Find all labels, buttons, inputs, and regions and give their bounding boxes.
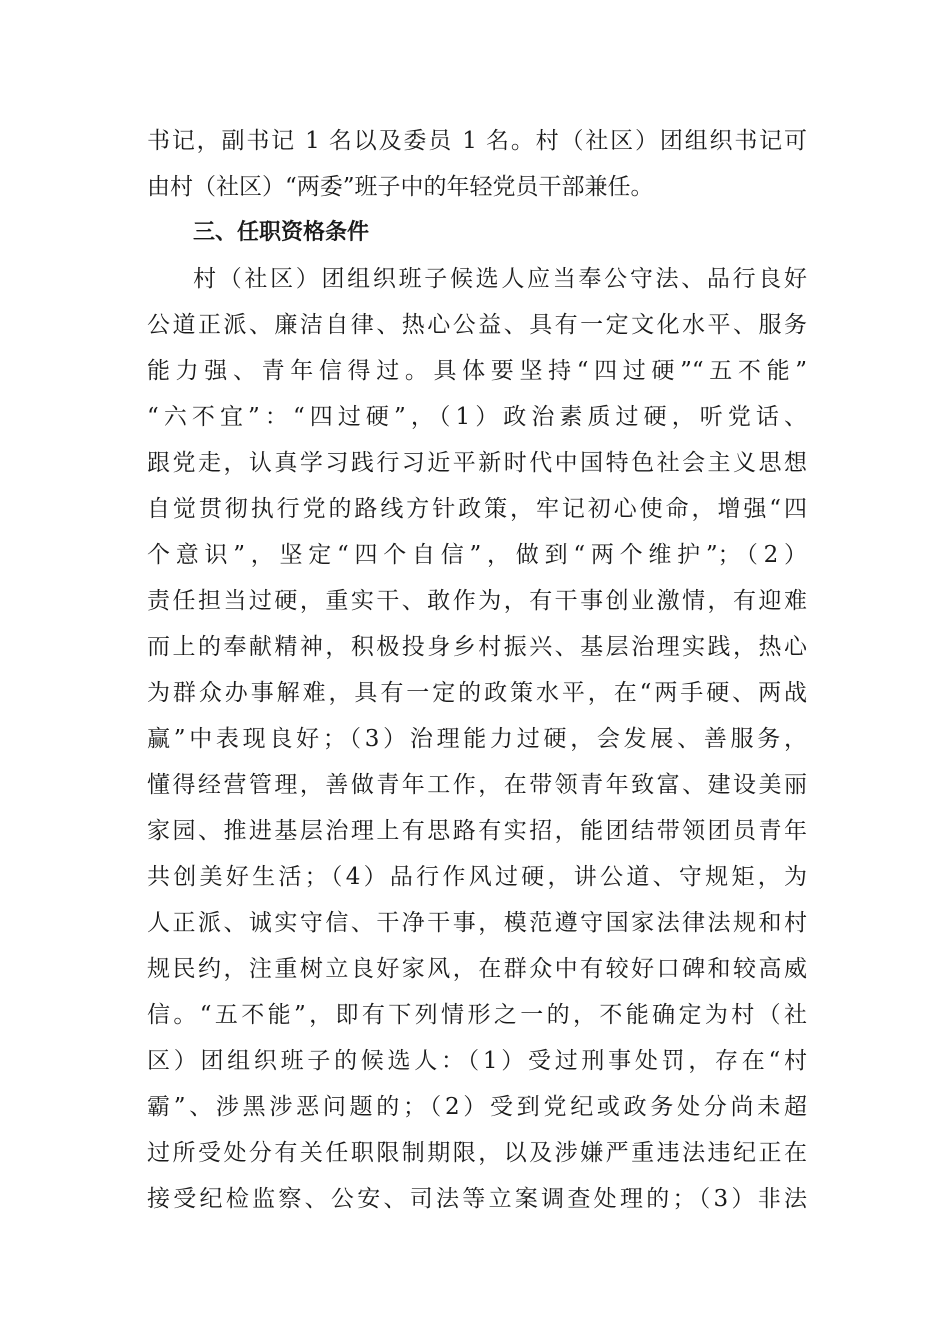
paragraph-line-10: 责任担当过硬，重实干、敢作为，有干事创业激情，有迎难	[147, 588, 807, 614]
paragraph-line-1: 书记，副书记 1 名以及委员 1 名。村（社区）团组织书记可	[147, 128, 807, 154]
paragraph-line-15: 家园、推进基层治理上有思路有实招，能团结带领团员青年	[147, 818, 807, 844]
paragraph-line-21: 霸”、涉黑涉恶问题的；（2）受到党纪或政务处分尚未超	[147, 1094, 807, 1120]
paragraph-line-7: 跟党走，认真学习践行习近平新时代中国特色社会主义思想	[147, 450, 807, 476]
section-heading: 三、任职资格条件	[193, 220, 370, 245]
paragraph-line-2: 由村（社区）“两委”班子中的年轻党员干部兼任。	[147, 174, 654, 200]
paragraph-line-5: 能力强、青年信得过。具体要坚持“四过硬”“五不能”	[147, 358, 807, 384]
paragraph-line-13: 赢”中表现良好；（3）治理能力过硬，会发展、善服务，	[147, 726, 807, 752]
paragraph-line-20: 区）团组织班子的候选人：（1）受过刑事处罚，存在“村	[147, 1048, 807, 1074]
paragraph-line-8: 自觉贯彻执行党的路线方针政策，牢记初心使命，增强“四	[147, 496, 807, 522]
paragraph-line-12: 为群众办事解难，具有一定的政策水平，在“两手硬、两战	[147, 680, 807, 706]
paragraph-line-16: 共创美好生活；（4）品行作风过硬，讲公道、守规矩，为	[147, 864, 807, 890]
paragraph-line-11: 而上的奉献精神，积极投身乡村振兴、基层治理实践，热心	[147, 634, 807, 660]
paragraph-line-3: 村（社区）团组织班子候选人应当奉公守法、品行良好	[193, 266, 807, 292]
paragraph-line-18: 规民约，注重树立良好家风，在群众中有较好口碑和较高威	[147, 956, 807, 982]
paragraph-line-22: 过所受处分有关任职限制期限，以及涉嫌严重违法违纪正在	[147, 1140, 807, 1166]
paragraph-line-19: 信。“五不能”，即有下列情形之一的，不能确定为村（社	[147, 1002, 807, 1028]
paragraph-line-9: 个意识”，坚定“四个自信”，做到“两个维护”；（2）	[147, 542, 807, 568]
paragraph-line-6: “六不宜”：“四过硬”，（1）政治素质过硬，听党话、	[147, 404, 807, 430]
paragraph-line-14: 懂得经营管理，善做青年工作，在带领青年致富、建设美丽	[147, 772, 807, 798]
paragraph-line-17: 人正派、诚实守信、干净干事，模范遵守国家法律法规和村	[147, 910, 807, 936]
document-body	[147, 118, 807, 1222]
paragraph-line-23: 接受纪检监察、公安、司法等立案调查处理的；（3）非法	[147, 1186, 807, 1212]
paragraph-line-4: 公道正派、廉洁自律、热心公益、具有一定文化水平、服务	[147, 312, 807, 338]
